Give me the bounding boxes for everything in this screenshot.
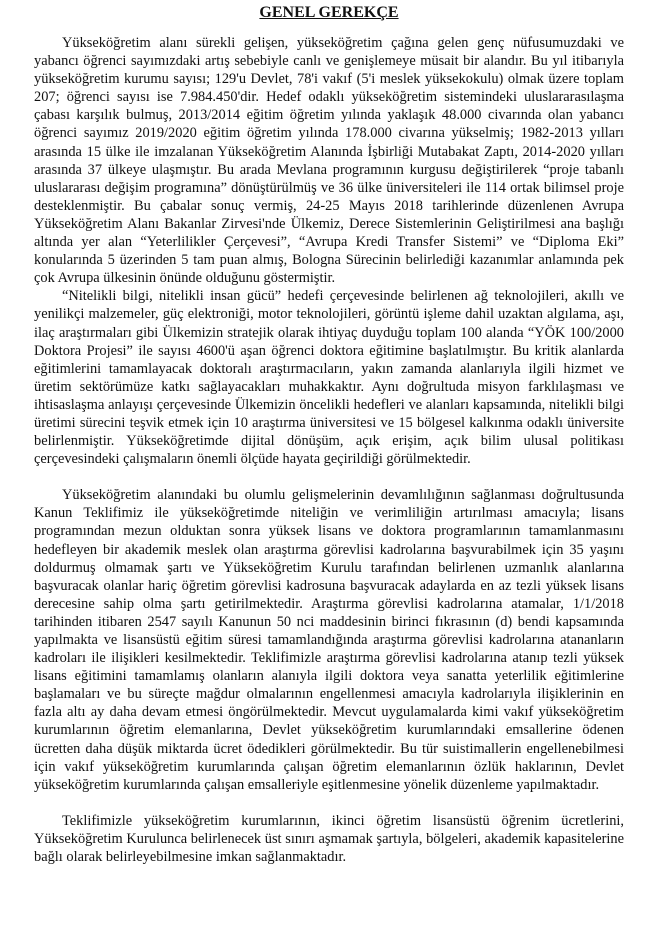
document-title: GENEL GEREKÇE bbox=[259, 4, 399, 21]
paragraph-doctoral-projects: “Nitelikli bilgi, nitelikli insan gücü” hedefi çerçevesinde belirlenen ağ teknolojileri, akıllı ve yenilikçi malzemeler, güç elektroniği, motor teknolojileri, görüntü işleme dahil uzaktan algılama, aşı, ilaç araştırmaları gibi Ülkemizin stratejik olarak ihtiyaç duyduğu toplam 100 alanda “YÖK 100/2000 Doktora Projesi” ile sayısı 4600'ü aşan öğrenci doktora eğitimine başlatılmıştır. Bu kritik alanlarda eğitimlerini tamamlayacak doktoralı araştırmacıların, yakın zamanda alanlarıyla ilgili hizmet ve üretim sektörümüze katkı sağlayacakları muhakkaktır. Aynı doğrultuda misyon farklılaşması ve ihtisaslaşma anlayışı çerçevesinde Ülkemizin öncelikli hedefleri ve alanları kapsamında, nitelikli bilgi üretimi sürecini teşvik etmek için 10 araştırma üniversitesi ve 15 bölgesel kalkınma odaklı üniversite belirlenmiştir. Yükseköğretimde dijital dönüşüm, açık erişim, açık bilim ulusal politikası çerçevesindeki çalışmaların önemli ölçüde hayata geçirildiği görülmektedir. bbox=[34, 288, 624, 468]
paragraph-staff-regulations: Yükseköğretim alanındaki bu olumlu gelişmelerinin devamlılığının sağlanması doğrultusunda Kanun Teklifimiz ile yükseköğretimde niteliğin ve verimliliğin artırılması amacıyla; lisans programından mezun olduktan sonra yüksek lisans ve doktora programlarının tamamlanmasını hedefleyen bir akademik meslek olan araştırma görevlisi kadrolarına başvurabilmek için 35 yaşını doldurmuş olmamak şartı ve Yükseköğretim Kurulu tarafından belirlenen uzmanlık alanlarına başvuracak olanlar hariç öğretim görevlisi kadrosuna başvuracak adaylarda en az tezli yüksek lisans derecesine sahip olma şartı getirilmektedir. Araştırma görevlisi kadrolarına atamalar, 1/1/2018 tarihinden itibaren 2547 sayılı Kanunun 50 nci maddesinin birinci fıkrasının (d) bendi kapsamında yapılmakta ve lisansüstü eğitim süresi tamamlandığında araştırma görevlisi kadrolarına atananların kadroları ile ilişikleri kesilmektedir. Teklifimizle araştırma görevlisi kadrolarına atanıp tezli yüksek lisans eğitimini tamamlamış olanların alanıyla ilgili doktora veya sanatta yeterlilik eğitimlerine başlamaları ve bu süreçte mağdur olmalarının engellenmesi amacıyla kadrolarıyla ilişiklerinin en fazla altı ay daha devam etmesi öngörülmektedir. Mevcut uygulamalarda kimi vakıf yükseköğretim kurumlarının öğretim elemanlarına, Devlet yükseköğretim kurumlarındaki emsallerine ödenen ücretten daha düşük miktarda ücret ödedikleri görülmektedir. Bu tür suistimallerin engellenebilmesi için vakıf yükseköğretim kurumlarında çalışan öğretim elemanlarının özlük haklarının, Devlet yükseköğretim kurumlarında çalışan emsalleriyle eşitlenmesine yönelik düzenleme yapılmaktadır. bbox=[34, 487, 624, 793]
paragraph-higher-education-overview: Yükseköğretim alanı sürekli gelişen, yükseköğretim çağına gelen genç nüfusumuzdaki ve yabancı öğrenci sayımızdaki artış sebebiyle canlı ve genişlemeye müsait bir alandır. Bu yıl itibarıyla yükseköğretim kurumu sayısı; 129'u Devlet, 78'i vakıf (5'i meslek yüksekokulu) olmak üzere toplam 207; öğrenci sayısı ise 7.984.450'dir. Hedef odaklı yükseköğretim sistemindeki uluslararasılaşma çabası karşılık bulmuş, 2013/2014 eğitim öğretim yılında yaklaşık 48.000 civarında olan yabancı öğrenci sayımız 2019/2020 eğitim öğretim yılında 178.000 civarına yükselmiş; 1982-2013 yılları arasında 15 ülke ile imzalanan Yükseköğretim Alanında İşbirliği Mutabakat Zaptı, 2014-2020 yılları arasında 37 ülkeye ulaşmıştır. Bu arada Mevlana programının kurgusu değiştirilerek “proje tabanlı uluslararası değişim programına” dönüştürülmüş ve 36 ülke üniversiteleri ile 114 ortak bilimsel proje desteklenmiştir. Bu çabalar sonuç vermiş, 24-25 Mayıs 2018 tarihlerinde düzenlenen Avrupa Yükseköğretim Alanı Bakanlar Zirvesi'nde Ülkemiz, Derece Sistemlerinin Geliştirilmesi ana başlığı altında yer alan “Yeterlilikler Çerçevesi”, “Avrupa Kredi Transfer Sistemi” ve “Diploma Eki” konularında 5 üzerinden 5 tam puan almış, Bologna Sürecinin belirlediği kazanımlar anlamında pek çok Avrupa ülkesinin önünde olduğunu göstermiştir. bbox=[34, 35, 624, 287]
paragraph-tuition-fees: Teklifimizle yükseköğretim kurumlarının, ikinci öğretim lisansüstü öğrenim ücretlerini, Yükseköğretim Kurulunca belirlenecek üst sınırı aşmamak şartıyla, bölgeleri, akademik kapasitelerine bağlı olarak belirleyebilmesine imkan sağlanmaktadır. bbox=[34, 812, 624, 866]
